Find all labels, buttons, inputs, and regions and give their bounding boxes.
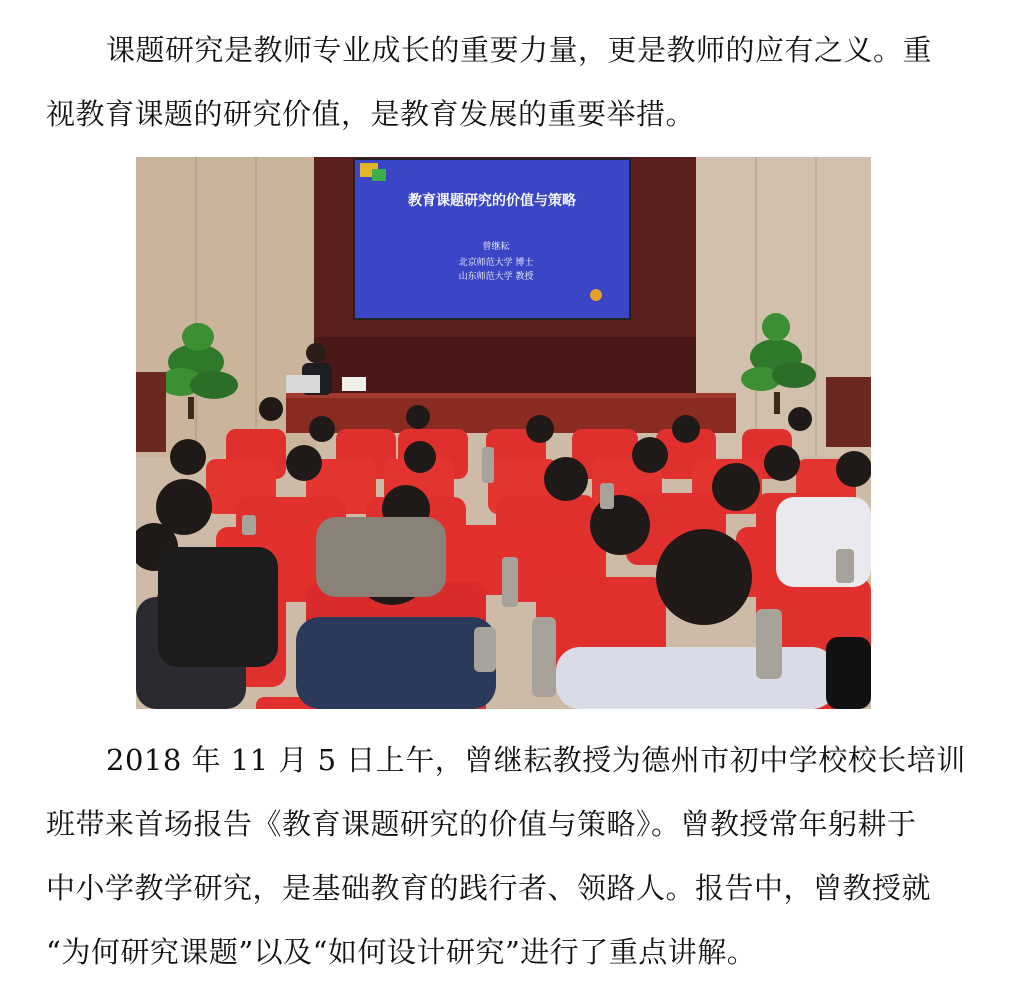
slide-affiliation-2: 山东师范大学 教授: [458, 272, 534, 282]
intro-line-1: 课题研究是教师专业成长的重要力量，更是教师的应有之义。重: [106, 33, 933, 67]
lecture-desk: [286, 393, 736, 433]
report-line-3: 中小学教学研究，是基础教育的践行者、领路人。报告中，曾教授就: [46, 871, 932, 905]
intro-line-2: 视教育课题的研究价值，是教育发展的重要举措。: [46, 97, 696, 131]
projector-screen: [354, 159, 630, 319]
slide-title: 教育课题研究的价值与策略: [408, 193, 576, 209]
intro-paragraph: [46, 18, 962, 146]
slide-speaker: 曾继耘: [482, 242, 510, 252]
report-paragraph: [46, 728, 966, 984]
lecture-photo: [136, 157, 871, 709]
speaker-figure: [306, 343, 326, 363]
report-line-2: 班带来首场报告《教育课题研究的价值与策略》。曾教授常年躬耕于: [46, 807, 917, 841]
report-line-4: “为何研究课题”以及“如何设计研究”进行了重点讲解。: [46, 935, 757, 969]
report-line-1: 2018 年 11 月 5 日上午，曾继耘教授为德州市初中学校校长培训: [106, 743, 966, 777]
slide-affiliation-1: 北京师范大学 博士: [458, 258, 534, 268]
